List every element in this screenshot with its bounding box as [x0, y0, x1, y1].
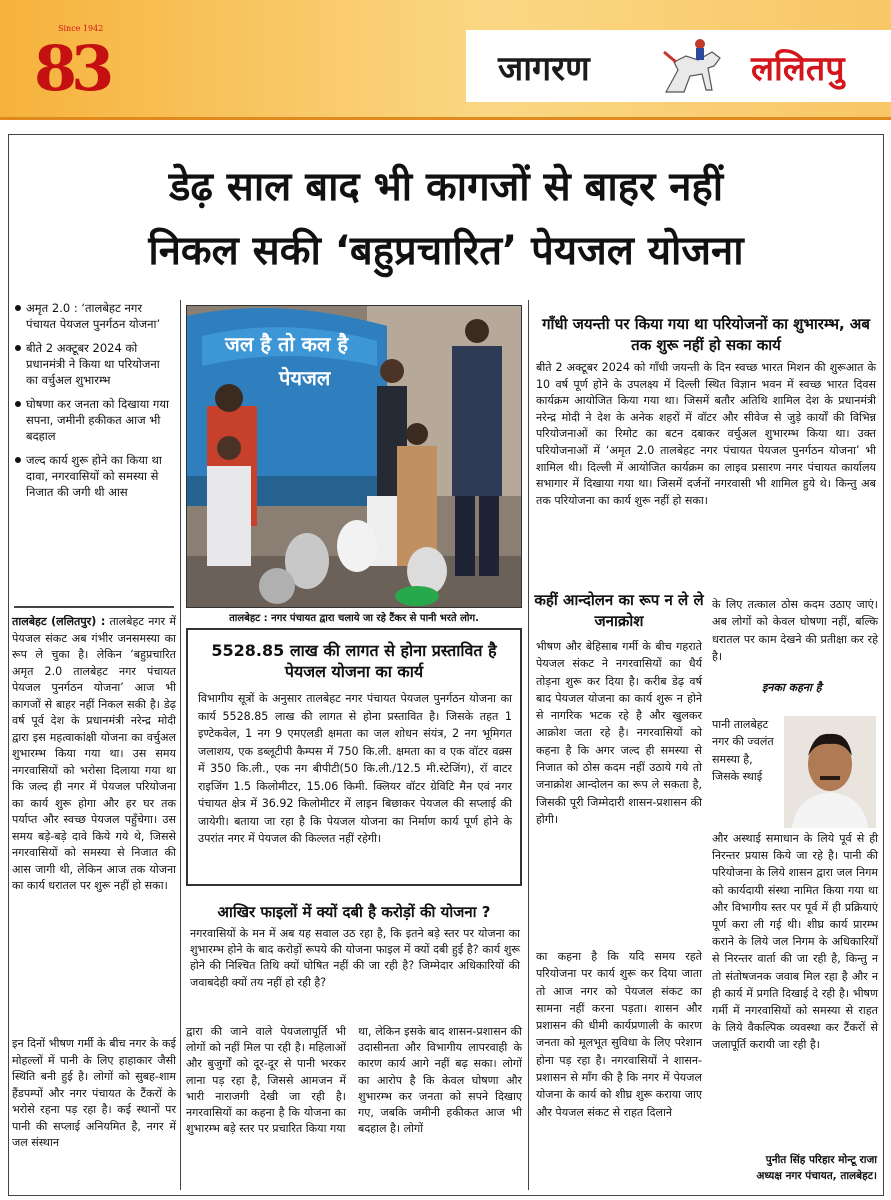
headline-line-2: निकल सकी ‘बहुप्रचारित’ पेयजल योजना: [148, 228, 744, 274]
key-point: घोषणा कर जनता को दिखाया गया सपना, जमीनी हकीकत आज भी बदहाल: [14, 396, 174, 444]
column-rule: [180, 300, 181, 1190]
cost-box: [186, 628, 522, 886]
photo-caption: तालबेहट : नगर पंचायत द्वारा चलाये जा रहे टैंकर से पानी भरते लोग.: [229, 613, 479, 624]
andolan-body: भीषण और बेहिसाब गर्मी के बीच गहराते पेयजल संकट ने नगरवासियों का धैर्य तोड़ना शुरू कर दिया है। करीब डेढ़ वर्ष बाद पेयजल योजना का कार्य शुरू न होने से नागरिक भटक रहे है और खुलकर आक्रोश जता रहे है। नगरवासियों को कहना है कि अगर जल्द ही समस्या से निजात को ठोस कदम नहीं उठाये गये तो जनाक्रोश आन्दोलन का रूप ले सकता है, जिसकी पूरी जिम्मेदारी शासन-प्रशासन की होगी।: [536, 640, 702, 826]
cost-box-body: विभागीय सूत्रों के अनुसार तालबेहट नगर पंचायत पेयजल पुनर्गठन योजना का कार्य 5528.85 लाख की लागत से होना प्रस्तावित है। जिसके तहत 1 इण्टेकवेल, 1 नग 9 एमएलडी क्षमता का जल शोधन संयंत्र, 2 नग भूमिगत जलाशय, एक डब्लूटीपी कैम्पस में 750 कि.ली. क्षमता का व एक वॉटर वक्र्स में 350 कि.ली., एक नग बीपीटी(50 कि.ली./12.5 मी.स्टेजिंग), रॉ वाटर राइजिंग 1.5 किलोमीटर, 15.06 किमी. क्लियर वॉटर ग्रेविटि मैन एवं नगर पंचायत क्षेत्र में 36.92 किलोमीटर में लाइन बिछाकर पेयजल की सप्लाई की जायेगी। बताया जा रहा है कि पेयजल योजना का निर्माण कार्य पूर्ण होने के उपरांत नगर में पेयजल की किल्लत नहीं रहेगी।: [198, 692, 512, 845]
horse-rider-icon: [656, 32, 736, 100]
left-column-text: [12, 614, 176, 895]
key-point: जल्द कार्य शुरू होने का किया था दावा, नगरवासियों को समस्या से निजात की जगी थी आस: [14, 452, 174, 500]
files-col-b: था, लेकिन इसके बाद शासन-प्रशासन की उदासीनता और विभागीय लापरवाही के कारण कार्य आगे नहीं बढ़ सका। लोगों का आरोप है कि केवल घोषणा और शुभारम्भ कर जनता को सपने दिखाए गए, जबकि जमीनी हकीकत आज भी बदहाल है। लोगों: [358, 1025, 522, 1136]
brand-city: ललितपु: [751, 49, 845, 89]
left-paragraph-2: इन दिनों भीषण गर्मी के बीच नगर के कई मोहल्लों में पानी के लिए हाहाकार जैसी स्थिति बनी हुई है। लोगों को सुबह-शाम हैंडपम्पों और नगर पंचायत के टैंकरों के भरोसे रहना पड़ रहा है। कई स्थानों पर पानी की सप्लाई अनियमित है, नगर में जल संस्थान: [12, 1037, 176, 1149]
files-col-a: द्वारा की जाने वाले पेयजलापूर्ति भी लोगों को नहीं मिल पा रही है। महिलाओं और बुजुर्गों को दूर-दूर से पानी भरकर लाना पड़ रहा है, जिससे आमजन में भारी नाराजगी देखी जा रही है। नगरवासियों का कहना है कि योजना का शुभारम्भ बड़े स्तर पर प्रचारित किया गया: [186, 1025, 346, 1136]
left-paragraph-1: तालबेहट नगर में पेयजल संकट अब गंभीर जनसमस्या का रूप ले चुका है। लेकिन ‘बहुप्रचारित अमृत 2.0 तालबेहट नगर पंचायत पेयजल पुनर्गठन योजना’ आज भी कागजों से बाहर नहीं निकल सकी है। डेढ़ वर्ष पूर्व देश के प्रधानमंत्री नरेन्द्र मोदी द्वारा इस महत्वाकांक्षी योजना का वर्चुअल शुभारम्भ किया गया था। उस समय नगरवासियों को भरोसा दिलाया गया था कि जल्द ही नगर में पेयजल परियोजना का कार्य शुरू होगा और हर घर तक पर्याप्त और स्वच्छ पेयजल पहुँचेगा। उस समय बड़े-बड़े दावे किये गये थे, जिससे नगरवासियों को समस्या से निजात की आस जागी थी, लेकिन आज तक योजना का कार्य धरातल पर शुरू नहीं हो सका।: [12, 615, 176, 892]
files-intro: नगरवासियों के मन में अब यह सवाल उठ रहा है, कि इतने बड़े स्तर पर योजना का शुभारम्भ होने के बाद करोड़ों रूपये की योजना फाइल में क्यों दबी हुई है? कार्य शुरू होने की निश्चित तिथि क्यों घोषित नहीं की जा रही है? जिम्मेदार अधिकारियों की जवाबदेही क्यों तय नहीं हो रही है?: [190, 927, 520, 989]
column-rule: [528, 300, 529, 1190]
files-heading: आखिर फाइलों में क्यों दबी है करोड़ों की योजना ?: [217, 903, 491, 921]
dateline: तालबेहट (ललितपुर) :: [12, 615, 106, 628]
portrait-photo: [784, 716, 876, 828]
key-point: बीते 2 अक्टूबर 2024 को प्रधानमंत्री ने किया था परियोजना का वर्चुअल शुभारम्भ: [14, 340, 174, 388]
news-photo: [186, 305, 522, 608]
gandhi-heading: गाँधी जयन्ती पर किया गया था परियोजनों का शुभारम्भ, अब तक शुरू नहीं हो सका कार्य: [542, 315, 870, 354]
headline-line-1: डेढ़ साल बाद भी कागजों से बाहर नहीं: [168, 164, 724, 210]
brand-jagran: जागरण: [498, 49, 590, 89]
byline: इनका कहना है: [762, 681, 822, 694]
signer-title: अध्यक्ष नगर पंचायत, तालबेहट।: [756, 1170, 877, 1182]
signer: [712, 1152, 877, 1184]
cost-box-title: 5528.85 लाख की लागत से होना प्रस्तावित है पेयजल योजना का कार्य: [211, 641, 497, 681]
signer-name: पुनीत सिंह परिहार मोन्टू राजा: [765, 1154, 877, 1166]
jagran-83-logo: [34, 24, 114, 106]
key-points: [14, 300, 174, 508]
gandhi-body: बीते 2 अक्टूबर 2024 को गाँधी जयन्ती के दिन स्वच्छ भारत मिशन की शुरूआत के 10 वर्ष पूर्ण होने के उपलक्ष्य में दिल्ली स्थित विज्ञान भवन में स्वच्छ भारत दिवस कार्यक्रम आयोजित किया गया था। जिसमें बतौर अतिथि शामिल देश के प्रधानमंत्री नरेन्द्र मोदी ने देश के अनेक शहरों में वॉटर और सीवेज से जुड़े कार्यों की विभिन्न परियोजनाओं का रिमोट का बटन दबाकर वर्चुअल शुभारम्भ किया था। उक्त परियोजनाओं में ‘अमृत 2.0 तालबेहट नगर पंचायत पेयजल पुनर्गठन योजना’ भी शामिल थी। दिल्ली में आयोजित कार्यक्रम का लाइव प्रसारण नगर पंचायत कार्यालय सभागार में दिखाया गया था। जिसमें दर्जनों नगरवासी भी शामिल हुये थे। किन्तु अब तक परियोजना का कार्य शुरू नहीं हो सका।: [536, 361, 876, 507]
masthead: [0, 0, 891, 120]
logo-since: Since 1942: [58, 24, 104, 33]
tank-label: पेयजल: [279, 366, 331, 390]
andolan-continued: का कहना है कि यदि समय रहते परियोजना पर कार्य शुरू कर दिया जाता तो आज नगर को पेयजल संकट का सामना नहीं करना पड़ता। शासन और प्रशासन की धीमी कार्यप्रणाली के कारण जनता को मूलभूत सुविधा के लिए परेशान होना पड़ रहा है। नगरवासियों ने शासन-प्रशासन से माँग की है कि नगर में पेयजल योजना के कार्य को शीघ्र शुरू कराया जाए और पेयजल संकट से राहत दिलाने: [536, 950, 702, 1119]
quote-body: और अस्थाई समाधान के लिये पूर्व से ही निरन्तर प्रयास किये जा रहे है। पानी की परियोजना के लिये शासन द्वारा जल निगम को कार्यदायी संस्था नामित किया गया था और विभागीय स्तर पर पूर्व में ही प्रक्रियाएं पूर्ण करा ली गई थी। शीघ्र कार्य प्रारम्भ कराने के लिये जल निगम के अधिकारियों से निरन्तर वार्ता की जा रही है, किन्तु न तो संतोषजनक जवाब मिल रहा है और न ही कार्य में प्रगति दिखाई दे रही है। भीषण गर्मी में नगरवासियों को समस्या से राहत के लिये वैकल्पिक व्यवस्था कर टैंकरों से जलापूर्ति करायी जा रही है।: [712, 832, 878, 1052]
andolan-heading: कहीं आन्दोलन का रूप न ले ले जनाक्रोश: [534, 591, 704, 630]
quote-start: पानी तालबेहट नगर की ज्वलंत समस्या है, जिसके स्थाई: [712, 718, 774, 783]
brand-banner: [466, 30, 891, 102]
right-column-top: के लिए तत्काल ठोस कदम उठाए जाएं। अब लोगों को केवल घोषणा नहीं, बल्कि धरातल पर काम देखने की प्रतीक्षा कर रहे है।: [712, 598, 878, 663]
tank-slogan: जल है तो कल है: [225, 332, 348, 356]
key-point: अमृत 2.0 : ‘तालबेहट नगर पंचायत पेयजल पुनर्गठन योजना’: [14, 300, 174, 332]
logo-number: 83: [34, 32, 109, 105]
divider: [14, 606, 174, 608]
